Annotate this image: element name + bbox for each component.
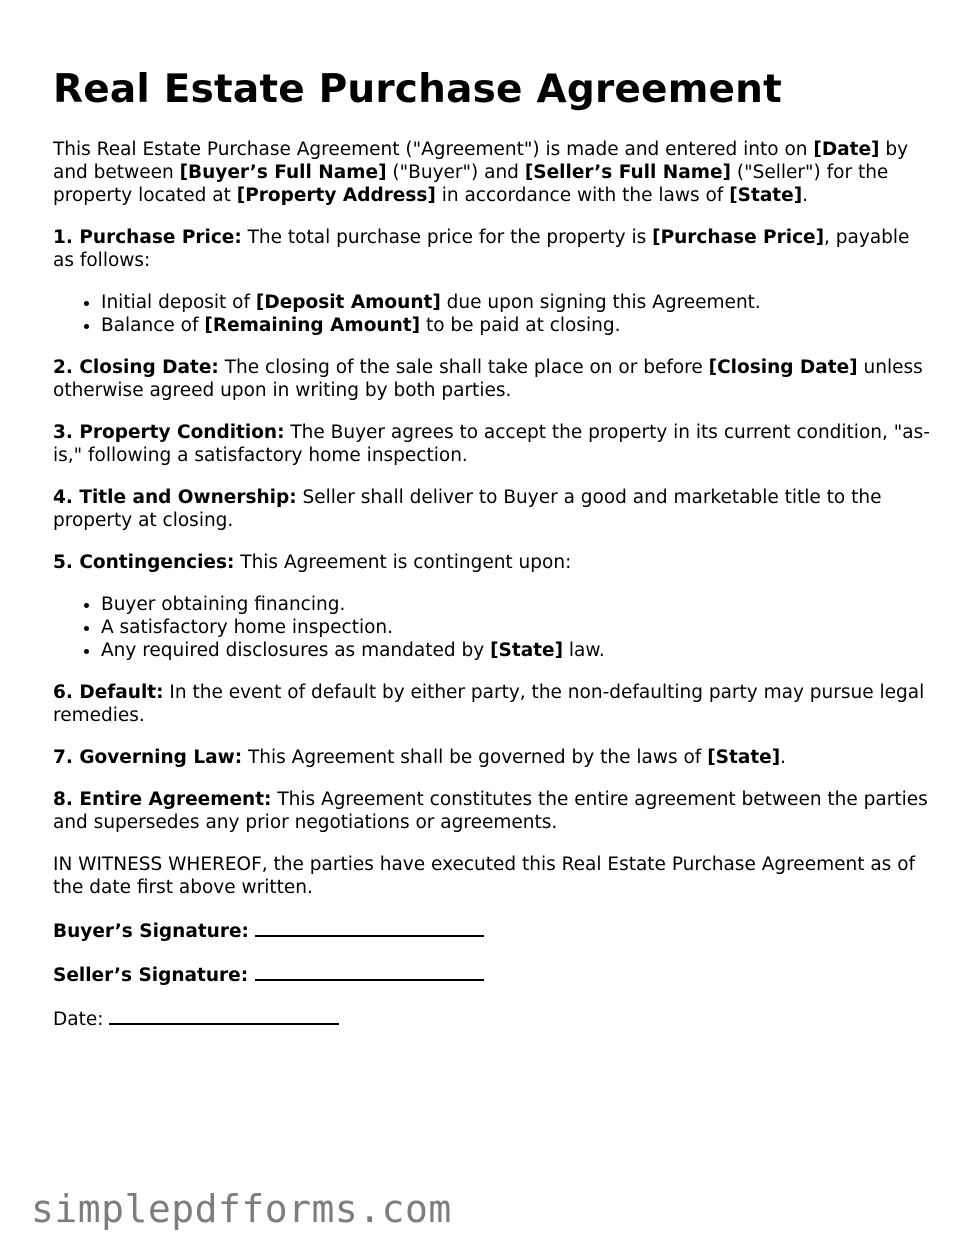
seller-signature-label: Seller’s Signature: [53,965,255,986]
buyer-name-placeholder: [Buyer’s Full Name] [179,162,387,183]
section-entire-agreement [53,788,933,834]
date-label: Date: [53,1009,110,1030]
intro-text: in accordance with the laws of [435,185,730,206]
document-title: Real Estate Purchase Agreement [53,67,782,112]
list-item-text: Any required disclosures as mandated by [101,640,491,661]
section-text: The closing of the sale shall take place on or before [218,357,709,378]
date-placeholder: [Date] [813,139,880,160]
section-text: unless otherwise agreed upon in writing by both parties. [53,357,923,401]
seller-name-placeholder: [Seller’s Full Name] [524,162,732,183]
section-text: The Buyer agrees to accept the property in its current condition, "as-is," following a satisfactory home inspection. [53,422,930,466]
watermark: simplepdfforms.com [31,1187,452,1231]
document-page [53,64,933,1050]
closing-date-placeholder: [Closing Date] [708,357,858,378]
section-text: The total purchase price for the property is [241,227,653,248]
section-heading: 5. Contingencies: [53,552,235,573]
state-placeholder: [State] [729,185,803,206]
list-item-text: to be paid at closing. [420,315,621,336]
section-heading: 8. Entire Agreement: [53,789,272,810]
section-text: In the event of default by either party, the non-defaulting party may pursue legal remedies. [53,682,925,726]
state-placeholder: [State] [490,640,564,661]
list-item-text: Buyer obtaining financing. [101,594,346,615]
purchase-price-placeholder: [Purchase Price] [652,227,825,248]
section-property-condition [53,421,933,467]
section-text: This Agreement is contingent upon: [234,552,572,573]
list-item-text: A satisfactory home inspection. [101,617,394,638]
payment-list [53,291,933,337]
seller-signature-row [53,962,933,987]
section-text: , payable as follows: [53,227,910,271]
section-heading: 2. Closing Date: [53,357,219,378]
section-heading: 1. Purchase Price: [53,227,242,248]
list-item-text: due upon signing this Agreement. [440,292,761,313]
date-line[interactable] [109,1006,339,1025]
property-address-placeholder: [Property Address] [236,185,436,206]
list-item [101,639,933,662]
buyer-signature-row [53,918,933,943]
section-purchase-price [53,226,933,272]
section-text: Seller shall deliver to Buyer a good and marketable title to the property at closing. [53,487,882,531]
section-heading: 7. Governing Law: [53,747,243,768]
buyer-signature-line[interactable] [255,918,484,937]
witness-paragraph: IN WITNESS WHEREOF, the parties have executed this Real Estate Purchase Agreement as of the date first above written. [53,854,916,898]
buyer-signature-label: Buyer’s Signature: [53,921,256,942]
intro-text: This Real Estate Purchase Agreement ("Agreement") is made and entered into on [53,139,814,160]
contingency-list [53,593,933,662]
section-governing-law [53,746,933,769]
state-placeholder: [State] [707,747,781,768]
list-item-text: Balance of [101,315,205,336]
remaining-amount-placeholder: [Remaining Amount] [204,315,421,336]
date-row [53,1006,933,1031]
section-heading: 3. Property Condition: [53,422,285,443]
section-closing-date [53,356,933,402]
intro-text: ("Buyer") and [386,162,525,183]
list-item [101,291,933,314]
section-title-ownership [53,486,933,532]
list-item [101,616,933,639]
deposit-amount-placeholder: [Deposit Amount] [255,292,441,313]
seller-signature-line[interactable] [255,962,484,981]
section-default [53,681,933,727]
section-text: This Agreement constitutes the entire agreement between the parties and supersedes any prior negotiations or agreements. [53,789,928,833]
section-heading: 6. Default: [53,682,164,703]
intro-text: ("Seller") for the property located at [53,162,889,206]
intro-paragraph [53,138,933,207]
list-item-text: law. [563,640,605,661]
section-contingencies [53,551,933,574]
list-item [101,314,933,337]
intro-text: by and between [53,139,909,183]
section-heading: 4. Title and Ownership: [53,487,297,508]
intro-text: . [802,185,809,206]
section-text: . [780,747,787,768]
list-item-text: Initial deposit of [101,292,256,313]
list-item [101,593,933,616]
section-text: This Agreement shall be governed by the laws of [242,747,708,768]
